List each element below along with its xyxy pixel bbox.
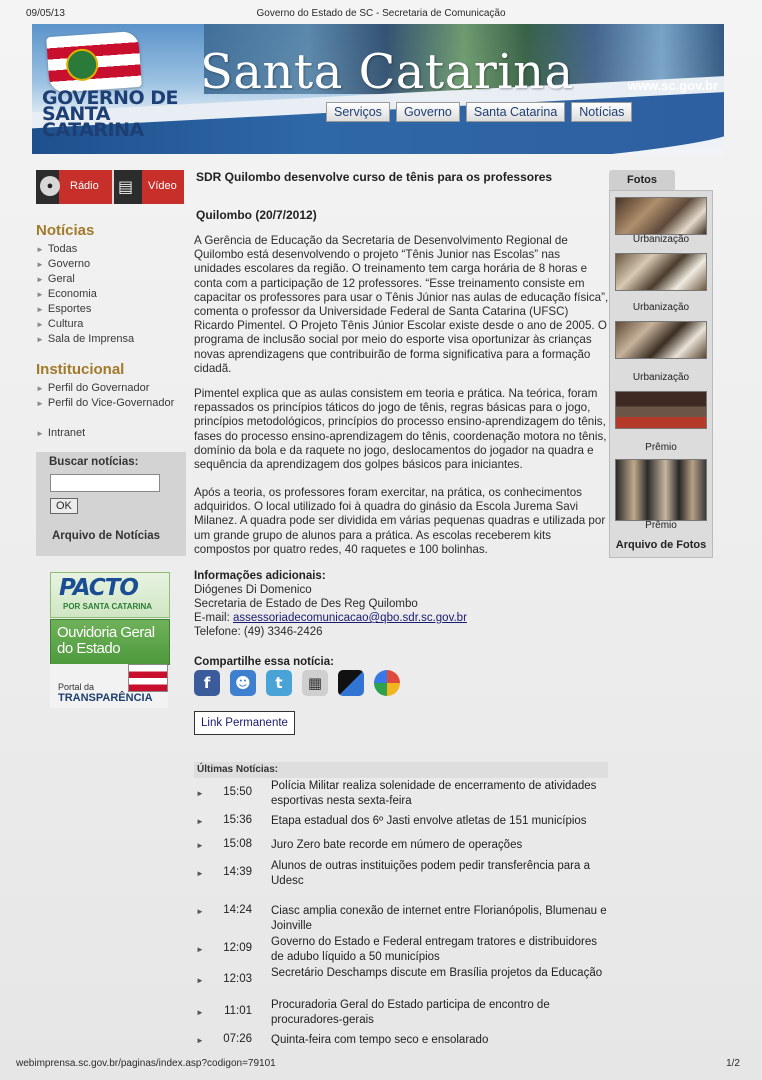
state-flag-icon [128, 664, 168, 692]
news-time: 11:01 [224, 1005, 252, 1017]
contact-email-line: E-mail: assessoriadecomunicacao@qbo.sdr.sc.gov.br [194, 612, 467, 624]
news-time: 15:36 [223, 814, 252, 826]
photo-thumbnail[interactable] [615, 391, 707, 429]
news-title[interactable]: Juro Zero bate recorde em número de operações [271, 839, 523, 851]
arrow-right-icon: ► [36, 260, 44, 269]
video-label: Vídeo [148, 180, 177, 192]
photo-caption: Urbanização [632, 234, 690, 245]
site-url[interactable]: www.sc.gov.br [627, 78, 718, 93]
share-heading: Compartilhe essa notícia: [194, 656, 334, 668]
photos-gallery [609, 190, 713, 558]
news-title[interactable]: Etapa estadual dos 6º Jasti envolve atletas de 151 municípios [271, 815, 587, 827]
microphone-icon: ● [40, 176, 60, 196]
news-time: 12:03 [223, 973, 252, 985]
article-paragraph: Pimentel explica que as aulas consistem em teoria e prática. Na teórica, foram repassados os princípios táticos do jogo de tênis, regras básicas para o jogo, princípios metodológicos, princípios do processo ensino-aprendizagem do tênis, fases do processo ensino-aprendizagem do tênis, coordenação motora no tênis, domínio da bola e da raquete no jogo, deslocamentos do jogador na quadra e sequência da aprendizagem dos golpes básicos para iniciantes. [194, 387, 607, 472]
search-input[interactable] [50, 474, 160, 492]
menu-item-geral[interactable]: ► Geral [36, 273, 75, 285]
latest-news [194, 762, 608, 1046]
article-paragraph: Após a teoria, os professores foram exercitar, na prática, os conhecimentos adquiridos. O local utilizado foi à quadra do ginásio da Escola Jurema Savi Milanez. A quadra pode ser dividida em várias pequenas quadras e utilizada por um grande grupo de alunos para a prática. As escolas receberem kits compostos por quatro redes, 40 raquetes e 100 bolinhas. [194, 486, 606, 556]
video-button[interactable] [114, 170, 184, 204]
institutional-menu [36, 361, 186, 411]
contact-phone: Telefone: (49) 3346-2426 [194, 626, 323, 638]
arrow-right-icon: ► [196, 817, 204, 826]
arrow-right-icon: ► [196, 907, 204, 916]
radio-label: Rádio [70, 180, 99, 192]
news-title[interactable]: Ciasc amplia conexão de internet entre Florianópolis, Blumenau e Joinville [271, 905, 607, 932]
news-time: 14:39 [223, 866, 252, 878]
arrow-right-icon: ► [196, 976, 204, 985]
news-search-box [36, 452, 186, 556]
print-url: webimprensa.sc.gov.br/paginas/index.asp?codigon=79101 [16, 1058, 276, 1069]
latest-news-heading: Últimas Notícias: [194, 762, 608, 778]
news-title[interactable]: Alunos de outras instituições podem pedir transferência para a Udesc [271, 860, 590, 887]
nav-servicos[interactable]: Serviços [326, 102, 390, 122]
transparency-portal-banner[interactable] [50, 664, 168, 708]
arrow-right-icon: ► [196, 841, 204, 850]
media-bar [36, 170, 184, 204]
facebook-icon[interactable]: f [194, 670, 220, 696]
menu-item-perfil-governador[interactable]: ► Perfil do Governador [36, 382, 150, 394]
arrow-right-icon: ► [36, 320, 44, 329]
arrow-right-icon: ► [36, 399, 44, 408]
government-logo[interactable]: GOVERNO DE SANTA CATARINA [42, 87, 178, 141]
arrow-right-icon: ► [36, 305, 44, 314]
radio-button[interactable] [36, 170, 112, 204]
arrow-right-icon: ► [36, 335, 44, 344]
arrow-right-icon: ► [196, 789, 204, 798]
digg-icon[interactable] [338, 670, 364, 696]
arrow-right-icon: ► [196, 1036, 204, 1045]
photo-archive-link[interactable]: Arquivo de Fotos [615, 539, 707, 551]
clapperboard-icon: ▤ [118, 179, 134, 196]
menu-item-intranet[interactable]: ► Intranet [36, 427, 86, 439]
photo-caption: Urbanização [632, 302, 690, 313]
state-flag-icon [46, 31, 142, 93]
menu-item-esportes[interactable]: ► Esportes [36, 303, 92, 315]
news-title[interactable]: Polícia Militar realiza solenidade de encerramento de atividades esportivas nesta sexta-feira [271, 780, 597, 807]
arrow-right-icon: ► [196, 1008, 204, 1017]
news-title[interactable]: Quinta-feira com tempo seco e ensolarado [271, 1034, 489, 1046]
ouvidoria-banner[interactable] [50, 619, 170, 665]
portal-label: Portal da [58, 682, 95, 692]
pacto-title: PACTO [59, 575, 138, 601]
share-icons [194, 670, 400, 696]
institutional-menu-heading: Institucional [36, 361, 125, 378]
menu-item-sala-de-imprensa[interactable]: ► Sala de Imprensa [36, 333, 135, 345]
news-menu [36, 222, 186, 347]
news-time: 15:08 [223, 838, 252, 850]
news-title[interactable]: Procuradoria Geral do Estado participa de encontro de procuradores-gerais [271, 999, 550, 1026]
photo-thumbnail[interactable] [615, 253, 707, 291]
contact-name: Diógenes Di Domenico [194, 584, 312, 596]
pacto-subtitle: POR SANTA CATARINA [63, 602, 153, 611]
arrow-right-icon: ► [36, 384, 44, 393]
nav-santa-catarina[interactable]: Santa Catarina [466, 102, 565, 122]
arrow-right-icon: ► [196, 945, 204, 954]
menu-item-todas[interactable]: ► Todas [36, 243, 78, 255]
ouvidoria-title: Ouvidoria Geral do Estado [57, 624, 155, 657]
twitter-icon[interactable]: t [266, 670, 292, 696]
photo-thumbnail[interactable] [615, 197, 707, 235]
intranet-menu [36, 426, 186, 441]
photo-caption: Urbanização [632, 372, 690, 383]
article-title: SDR Quilombo desenvolve curso de tênis para os professores [196, 170, 553, 184]
photos-tab[interactable]: Fotos [609, 170, 675, 190]
news-time: 12:09 [223, 942, 252, 954]
menu-item-perfil-vice-governador[interactable]: ► Perfil do Vice-Governador [36, 397, 175, 409]
contact-organization: Secretaria de Estado de Des Reg Quilombo [194, 598, 418, 610]
arrow-right-icon: ► [36, 429, 44, 438]
delicious-icon[interactable]: ▦ [302, 670, 328, 696]
news-title[interactable]: Governo do Estado e Federal entregam tratores e distribuidores de adubo líquido a 50 municípios [271, 936, 598, 963]
news-time: 15:50 [223, 786, 252, 798]
nav-governo[interactable]: Governo [396, 102, 460, 122]
menu-item-cultura[interactable]: ► Cultura [36, 318, 84, 330]
article-paragraph: A Gerência de Educação da Secretaria de Desenvolvimento Regional de Quilombo está desenvolvendo o projeto “Tênis Junior nas Escolas” nas unidades escolares da região. O treinamento tem carga horária de 8 horas e conta com a participação de 12 professores. “Esse treinamento consiste em capacitar os professores para usar o Tênis Júnior nas aulas de educação física”, comenta o professor da Universidade Federal de Santa Catarina (UFSC) Ricardo Pimentel. O Projeto Tênis Júnior Escolar existe desde o ano de 2005. O programa de inclusão social por meio do esporte visa oportunizar às crianças novas aprendizagens que contribuirão de forma significativa para a formação cidadã. [194, 234, 609, 375]
google-icon[interactable] [374, 670, 400, 696]
nav-noticias[interactable]: Notícias [571, 102, 632, 122]
arrow-right-icon: ► [36, 245, 44, 254]
photo-caption: Prêmio [645, 442, 677, 453]
news-title[interactable]: Secretário Deschamps discute em Brasília projetos da Educação [271, 967, 603, 979]
myspace-icon[interactable]: ☻ [230, 670, 256, 696]
news-menu-heading: Notícias [36, 222, 95, 239]
additional-info-heading: Informações adicionais: [194, 570, 326, 582]
pacto-banner[interactable] [50, 572, 170, 618]
portal-title: TRANSPARÊNCIA [58, 692, 153, 704]
photo-thumbnail[interactable] [615, 321, 707, 359]
print-title: Governo do Estado de SC - Secretaria de Comunicação [256, 8, 506, 19]
print-date: 09/05/13 [26, 8, 65, 19]
photo-caption: Prêmio [645, 520, 677, 531]
arrow-right-icon: ► [36, 275, 44, 284]
arrow-right-icon: ► [196, 869, 204, 878]
permalink-button[interactable]: Link Permanente [194, 711, 295, 735]
news-time: 14:24 [223, 904, 252, 916]
menu-item-governo[interactable]: ► Governo [36, 258, 91, 270]
contact-email-link[interactable]: assessoriadecomunicacao@qbo.sdr.sc.gov.br [232, 612, 467, 624]
site-title: Santa Catarina [200, 44, 574, 100]
search-ok-button[interactable]: OK [50, 498, 78, 514]
left-sidebar [36, 170, 186, 441]
site-banner [32, 24, 724, 154]
article-dateline: Quilombo (20/7/2012) [196, 208, 317, 222]
menu-item-economia[interactable]: ► Economia [36, 288, 97, 300]
arrow-right-icon: ► [36, 290, 44, 299]
news-archive-link[interactable]: Arquivo de Notícias [52, 530, 160, 542]
photo-thumbnail[interactable] [615, 459, 707, 521]
search-label: Buscar notícias: [49, 456, 139, 468]
top-navigation [326, 102, 632, 122]
news-time: 07:26 [223, 1033, 252, 1045]
print-page-number: 1/2 [726, 1058, 740, 1069]
